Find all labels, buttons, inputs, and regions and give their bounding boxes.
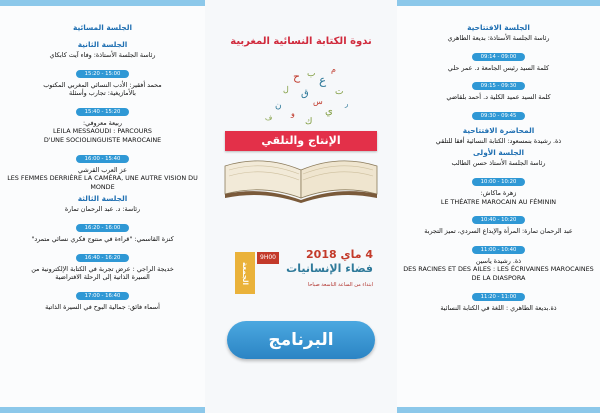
time-slot: 09:30 - 09:45 xyxy=(472,112,526,120)
svg-text:ب: ب xyxy=(307,69,316,79)
talk-title: LES FEMMES DERRIÈRE LA CAMÉRA, UNE AUTRE VISION DU MONDE xyxy=(7,174,198,191)
speaker-entry: ذة. رشيدة ياسين xyxy=(475,256,522,265)
morning-program-panel xyxy=(397,0,600,413)
time-slot: 16:40 - 16:20 xyxy=(76,254,130,262)
session-chair: رئاسة الجلسة الأستاذة: وفاء آيت كابكاي xyxy=(49,51,156,59)
time-slot: 15:40 - 15:20 xyxy=(76,108,130,116)
svg-text:ع: ع xyxy=(319,73,327,87)
svg-text:و: و xyxy=(291,109,295,118)
day-label: الجمعة xyxy=(235,252,255,294)
opening-lecture-heading: المحاضرة الافتتاحية xyxy=(462,125,535,135)
svg-text:ر: ر xyxy=(345,100,349,108)
speaker-entry: خديجة الراجي : عرض تجربة في الكتابة الإلكترونية من xyxy=(31,264,174,273)
talk-title: LE THÉATRE MAROCAIN AU FÉMININ xyxy=(440,197,557,206)
svg-text:ك: ك xyxy=(305,117,313,127)
speaker-entry: عبد الرحمان تمارة: المرأة والإبداع السردي، تميز التجربة xyxy=(424,227,573,236)
book-icon xyxy=(225,161,377,203)
speaker-entry: زهرة ماكاش: xyxy=(480,188,517,197)
time-slot: 15:20 - 15:00 xyxy=(76,70,130,78)
time-slot: 11:20 - 11:00 xyxy=(472,293,526,301)
speaker-entry: ذة.بديعة الطاهري : اللغة في الكتابة النسائية xyxy=(440,303,557,312)
session-chair: رئاسة الجلسة الأستاذة: بديعة الطاهري xyxy=(447,34,550,42)
time-slot: 09:14 - 09:00 xyxy=(472,53,526,61)
date-venue-block xyxy=(233,248,373,300)
svg-text:ق: ق xyxy=(301,88,309,99)
venue-name: فضاء الإنسانيات xyxy=(286,262,373,275)
svg-text:ن: ن xyxy=(275,101,282,111)
talk-title-cont: D'UNE SOCIOLINGUISTE MAROCAINE xyxy=(43,135,162,144)
afternoon-program-panel xyxy=(0,0,205,413)
svg-text:س: س xyxy=(313,97,323,106)
time-slot: 16:20 - 16:00 xyxy=(76,224,130,232)
svg-text:م: م xyxy=(331,65,336,74)
theme-banner: الإنتاج والتلقي xyxy=(225,131,377,151)
speaker-entry: كنزة القاسمي: "قراءة في منتوج فكري نسائي متمرد" xyxy=(31,234,174,243)
time-slot: 11:00 - 10:40 xyxy=(472,246,526,254)
speaker-entry: ذة. رشيدة بنمسعود: الكتابة النسائية أفقا للتلقي xyxy=(435,136,562,145)
session-chair: رئاسة: د. عبد الرحمان تمارة xyxy=(64,205,141,214)
event-date: 4 ماي 2018 xyxy=(306,248,373,261)
time-slot: 10:40 - 10:20 xyxy=(472,216,526,224)
first-session-heading: الجلسة الأولى xyxy=(472,148,525,158)
speaker-entry: أسماء فائق: جمالية البوح في السيرة الذاتية xyxy=(45,302,160,311)
program-button[interactable]: البرنامج xyxy=(227,321,375,359)
talk-title: DES RACINES ET DES AILES : LES ÉCRIVAINES MAROCAINES DE LA DIASPORA xyxy=(403,265,594,282)
time-slot: 09:15 - 09:30 xyxy=(472,82,526,90)
svg-text:ح: ح xyxy=(293,70,301,83)
speaker-entry: ربيعة معروفي: xyxy=(83,118,122,127)
svg-text:ف: ف xyxy=(265,114,273,122)
speaker-entry: عز العرب القرشي xyxy=(78,165,127,174)
cover-panel xyxy=(205,0,397,413)
start-time-badge: 9H00 xyxy=(257,252,279,264)
speaker-entry-cont: السيرة الذاتية إلى الرحلة الافتراضية xyxy=(55,273,150,282)
svg-text:ي: ي xyxy=(325,106,333,117)
speaker-entry-cont: بالأمازيغية: تجارب وأسئلة xyxy=(69,89,136,98)
evening-session-heading: الجلسة المسائية xyxy=(72,23,133,32)
speaker-entry: كلمة السيد رئيس الجامعة د. عمر حلي xyxy=(447,63,550,72)
venue-subtitle: ابتداء من الساعة التاسعة صباحا xyxy=(307,282,373,288)
conference-title: ندوة الكتابة النسائية المغربية xyxy=(230,36,372,47)
time-slot: 17:00 - 16:40 xyxy=(76,292,130,300)
floating-letters-icon xyxy=(265,65,348,127)
time-slot: 10:00 - 10:20 xyxy=(472,178,526,186)
session-chair: رئاسة الجلسة الأستاذ حسن الطالب xyxy=(451,159,546,168)
speaker-entry: كلمة السيد عميد الكلية د. أحمد بلقاضي xyxy=(446,93,551,102)
time-slot: 16:00 - 15:40 xyxy=(76,155,130,163)
svg-text:ل: ل xyxy=(283,85,289,94)
speaker-entry: محمد أفقير: الأدب النسائي المغربي المكتوب xyxy=(43,80,162,89)
svg-text:ت: ت xyxy=(335,87,344,97)
third-session-heading: الجلسة الثالثة xyxy=(77,194,128,204)
opening-session-heading: الجلسة الافتتاحية xyxy=(467,23,530,32)
second-session-heading: الجلسة الثانية xyxy=(77,40,128,49)
talk-title: LEILA MESSAOUDI : PARCOURS xyxy=(53,127,152,136)
